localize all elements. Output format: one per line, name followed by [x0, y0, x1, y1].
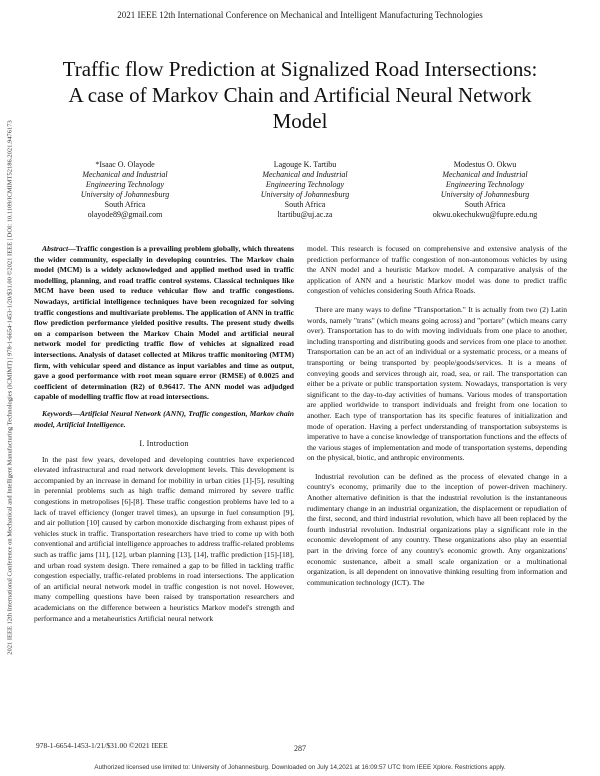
author-1	[40, 160, 210, 220]
author-country: South Africa	[284, 200, 326, 209]
keywords: Keywords—Artificial Neural Network (ANN), Traffic congestion, Markov chain model, Artificial Intelligence.	[34, 408, 294, 429]
doi-sidebar: 2021 IEEE 12th International Conference on Mechanical and Intelligent Manufacturing Technologies (ICMIMT) | 978-1-6654-1453-1/20/$31.00 ©2021 IEEE | DOI: 10.1109/ICMIMT52186.2021.9476173	[6, 120, 14, 655]
left-column	[34, 244, 294, 624]
author-country: South Africa	[464, 200, 506, 209]
author-dept: Mechanical and Industrial	[442, 170, 528, 179]
author-3	[400, 160, 570, 220]
body-paragraph-2: There are many ways to define "Transportation." It is actually from two (2) Latin words, namely "trans" (which means going across) and "portare" (which means carry over). Transportation has to do with moving individuals from one place to another, including transporting and distributing goods and services from one place to another. Transportation can be an act of an individual or a systematic process, or a means of transporting or being transported by people/goods/services. It is a means of conveying goods and services through air, road, sea, or rail. The transportation can either be a private or public transportation system. Nowadays, transportation is very significant to the day-to-day activities of humans. Various modes of transportation are applied worldwide to transport individuals and freight from one location to another. Each type of transportation has its specific features of initialization and mode of operation. Having a perfect understanding of transportation subsystems is imperative to have a concise knowledge of transportation functions and the effects of the various stages of implementation and mode of transportation systems, depending on the physical, biotic, and anthropic environments.	[307, 304, 567, 463]
abstract-text: —Traffic congestion is a prevailing problem globally, which threatens the wider community, especially in developing countries. The Markov chain model (MCM) is a widely acknowledged and applied method used in traffic modelling, planning, and road traffic control systems. Classical techniques like MCM have been used to reduce vehicular flow and traffic congestions. Nowadays, artificial intelligence techniques have been recognized for solving traffic congestions and multivariate problems. The application of ANN in traffic flow prediction performance yielded positive results. The present study dwells on a comparison between the Markov Chain Model and artificial neural network model for predicting traffic flow of vehicles at signalized road intersections. Analysis of dataset collected at Mikros traffic monitoring (MTM) firm, with vehicular speed and distance as input variables and time as output, gave a good performance with root mean square error (RMSE) of 0.0025 and coefficient of determination (R2) of 0.96417. The ANN model was adjudged capable of modelling traffic flow at road intersections.	[34, 244, 294, 402]
abstract	[34, 244, 294, 403]
isbn-footer: 978-1-6654-1453-1/21/$31.00 ©2021 IEEE	[36, 741, 168, 750]
author-block	[40, 160, 570, 220]
author-name: Modestus O. Okwu	[453, 160, 517, 169]
author-dept2: Engineering Technology	[85, 180, 165, 189]
author-univ: University of Johannesburg	[80, 190, 170, 199]
section-heading-introduction: I. Introduction	[139, 439, 189, 449]
intro-paragraph: In the past few years, developed and developing countries have experienced elevated infrastructural and road network development levels. This development is accompanied by an increase in demand for mobility in urban cities [1]-[5], resulting in perennial problems such as high traffic demand mirrored by severe traffic congestions in metropolises [6]-[8]. These traffic congestion problems have led to a lack of travel efficiency (longer travel times), an upsurge in fuel consumption [9], and air pollution [10] caused by carbon monoxide discharging from exhaust pipes of vehicles stuck in traffic. Transportation researchers have tried to come up with both conventional and artificial intelligence approaches to address traffic-related problems such as traffic jams [11], [12], urban planning [13], [14], traffic prediction [15]-[18], and urban road system design. There remained a gap to be filled in tackling traffic congestion especially, traffic-related problems in road intersections. The application of an artificial neural network model in traffic congestion is not novel. However, many compelling questions have been raised by transportation researchers and academicians on the difference between a heuristics Markov model's strength and performance and a metaheuristics Artificial neural network	[34, 454, 294, 623]
author-email[interactable]: okwu.okechukwu@fupre.edu.ng	[432, 210, 538, 219]
author-dept: Mechanical and Industrial	[262, 170, 348, 179]
body-paragraph-3: Industrial revolution can be defined as the process of elevated change in a country's economy, primarily due to the inception of power-driven machinery. Another alternative definition is that the industrial revolution is the instantaneous rudimentary change in an industrial organization, the displacement or repudiation of the first, second, and third industrial revolution, which have all been replaced by the fourth industrial revolution. Industrial organizations play a significant role in the economic development of any country. These organizations also play an essential part in the driving force of any country's economic growth. Any organizations' economic sustenance, albeit a small scale organization or a multinational organization, is all dependent on innovative thinking resulting from information and communication technology (ICT). The	[307, 471, 567, 587]
author-email[interactable]: ltartibu@uj.ac.za	[277, 210, 333, 219]
page-number: 287	[294, 744, 306, 753]
author-2	[220, 160, 390, 220]
author-country: South Africa	[104, 200, 146, 209]
author-email[interactable]: olayode89@gmail.com	[87, 210, 163, 219]
author-univ: University of Johannesburg	[440, 190, 530, 199]
author-dept2: Engineering Technology	[265, 180, 345, 189]
paper-title: Traffic flow Prediction at Signalized Road Intersections: A case of Markov Chain and Artificial Neural Network Model	[62, 57, 538, 133]
author-dept: Mechanical and Industrial	[82, 170, 168, 179]
author-name: *Isaac O. Olayode	[95, 160, 155, 169]
license-notice: Authorized licensed use limited to: University of Johannesburg. Downloaded on July 14,2021 at 16:09:57 UTC from IEEE Xplore. Restrictions apply.	[94, 764, 506, 771]
abstract-label: Abstract	[42, 244, 69, 253]
conference-header: 2021 IEEE 12th International Conference on Mechanical and Intelligent Manufacturing Technologies	[117, 10, 483, 20]
author-univ: University of Johannesburg	[260, 190, 350, 199]
right-column	[307, 244, 567, 588]
body-paragraph-1: model. This research is focused on comprehensive and extensive analysis of the prediction performance of traffic congestion of non-autonomous vehicles by using the ANN model and a heuristic Markov model. A comparative analysis of the application of ANN and a heuristic Markov model was done to predict traffic congestion of vehicles considering South Africa Roads.	[307, 244, 567, 296]
author-name: Lagouge K. Tartibu	[273, 160, 337, 169]
author-dept2: Engineering Technology	[445, 180, 525, 189]
